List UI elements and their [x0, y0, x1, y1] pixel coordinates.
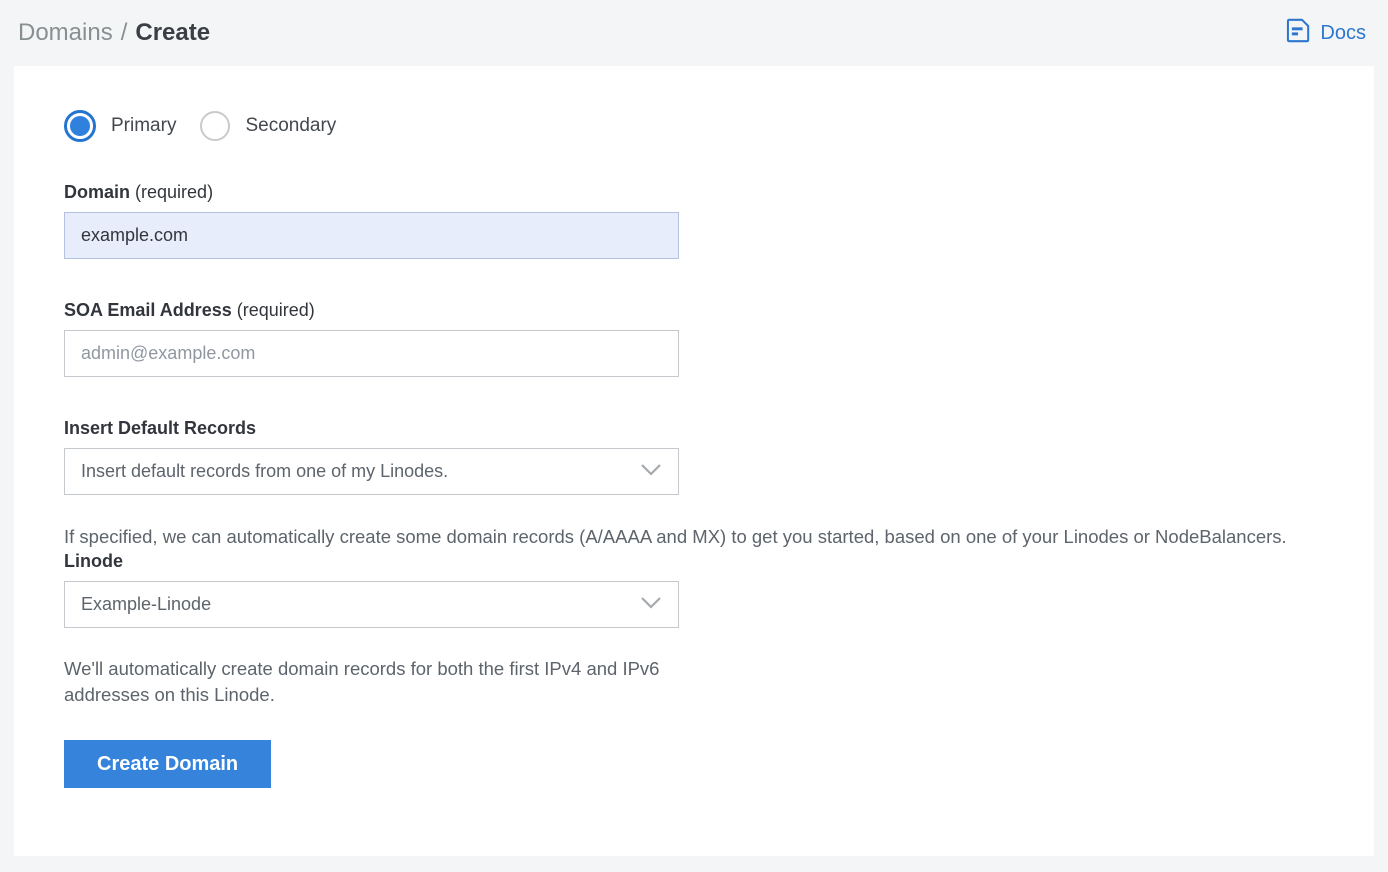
radio-secondary[interactable]: [200, 111, 336, 141]
radio-primary-circle[interactable]: [64, 110, 96, 142]
linode-help-text: We'll automatically create domain records for both the first IPv4 and IPv6 addresses on this Linode.: [64, 658, 660, 705]
domain-field-label: [64, 182, 1324, 203]
document-icon: [1284, 17, 1311, 49]
default-records-label-text: Insert Default Records: [64, 418, 257, 438]
linode-select[interactable]: [64, 581, 679, 628]
soa-email-input[interactable]: [64, 330, 679, 377]
radio-primary[interactable]: [64, 110, 176, 142]
breadcrumb: [18, 19, 210, 47]
domain-required-note: (required): [135, 182, 214, 202]
soa-email-field-label: [64, 300, 1324, 321]
default-records-selected-value: Insert default records from one of my Linodes.: [81, 461, 449, 481]
page-title: Create: [135, 19, 211, 46]
default-records-field-group: [64, 418, 1324, 550]
soa-email-required-note: (required): [236, 300, 315, 320]
create-domain-button[interactable]: Create Domain: [64, 740, 271, 788]
docs-link[interactable]: [1284, 17, 1370, 49]
top-bar: [0, 0, 1388, 66]
default-records-help-text: If specified, we can automatically create some domain records (A/AAAA and MX) to get you started, based on one of your Linodes or NodeBalancers.: [64, 526, 1287, 547]
default-records-select[interactable]: [64, 448, 679, 495]
create-domain-card: [14, 66, 1374, 856]
default-records-field-label: [64, 418, 1324, 439]
radio-secondary-label: Secondary: [245, 115, 337, 136]
soa-email-label-text: SOA Email Address: [64, 300, 232, 320]
chevron-down-icon: [640, 461, 662, 482]
domain-input[interactable]: [64, 212, 679, 259]
radio-secondary-circle[interactable]: [200, 111, 230, 141]
linode-field-group: [64, 551, 1324, 708]
linode-label-text: Linode: [64, 551, 123, 571]
domain-label-text: Domain: [64, 182, 131, 202]
linode-selected-value: Example-Linode: [81, 594, 212, 614]
breadcrumb-section[interactable]: Domains: [18, 19, 113, 46]
soa-email-field-group: [64, 300, 1324, 377]
chevron-down-icon: [640, 594, 662, 615]
domain-field-group: [64, 182, 1324, 259]
docs-link-label[interactable]: Docs: [1320, 21, 1366, 44]
linode-field-label: [64, 551, 1324, 572]
domain-type-radio-group: [64, 110, 1324, 142]
radio-primary-label: Primary: [111, 115, 177, 136]
breadcrumb-separator: /: [120, 19, 128, 46]
